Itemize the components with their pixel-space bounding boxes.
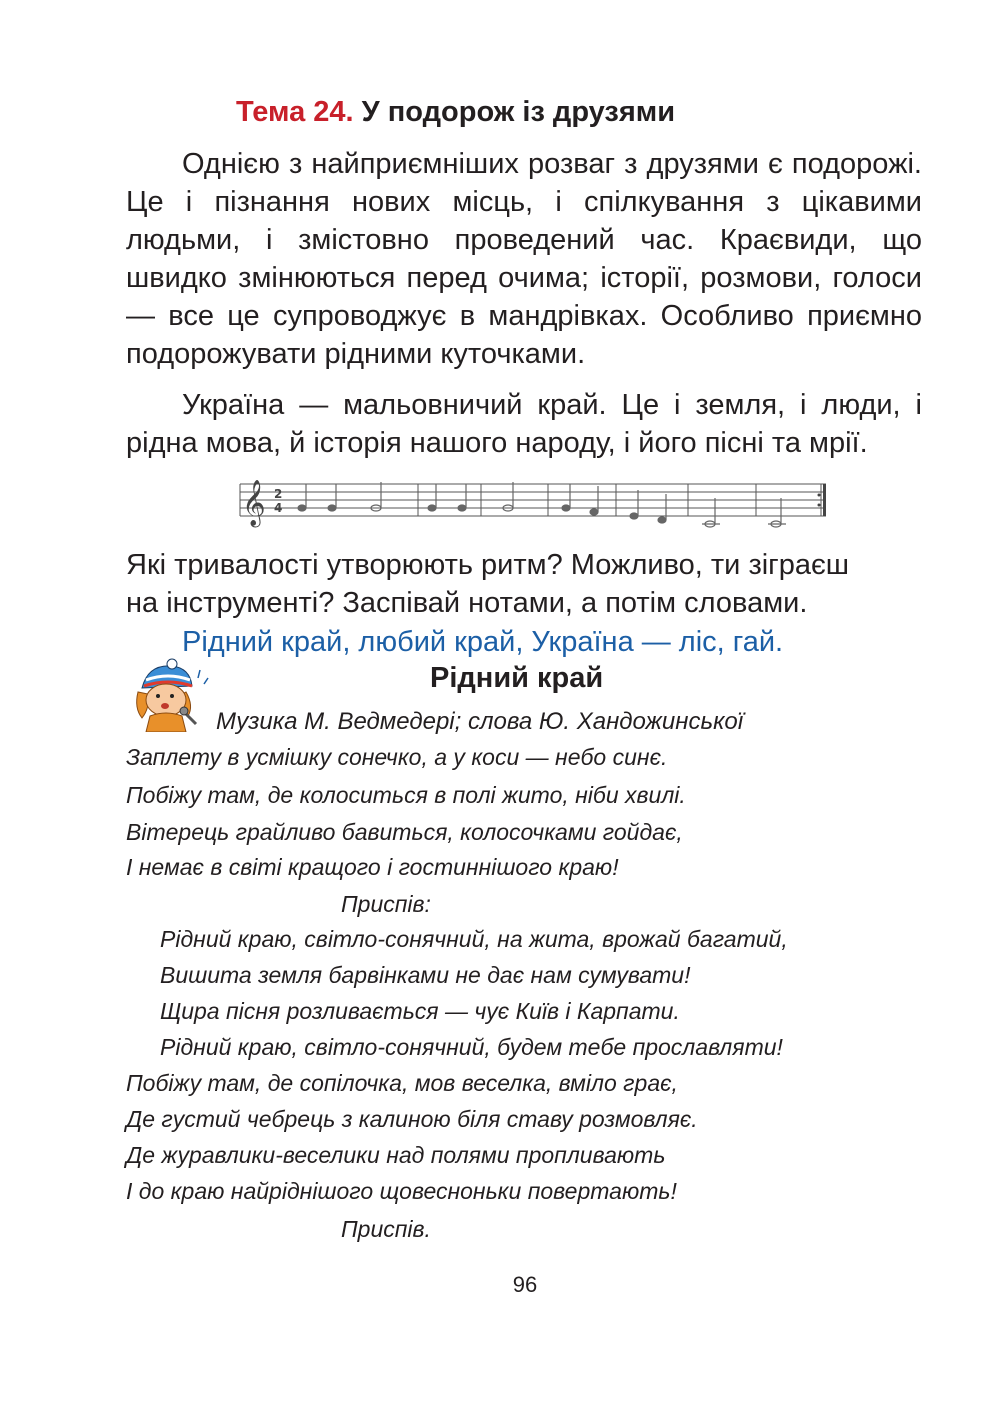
music-staff [236, 470, 832, 530]
ukraine-paragraph [126, 386, 922, 462]
verse1-line4: І немає в світі кращого і гостиннішого краю! [126, 854, 619, 880]
singing-child-icon [128, 658, 214, 732]
chorus-line2: Вишита земля барвінками не дає нам сумувати! [160, 962, 691, 988]
verse1-line2: Побіжу там, де колоситься в полі жито, ніби хвилі. [126, 782, 686, 808]
rhythm-question-line1: Які тривалості утворюють ритм? Можливо, ти зіграєш [126, 549, 850, 581]
chorus-line1: Рідний краю, світло-сонячний, на жита, врожай багатий, [160, 926, 788, 952]
svg-text:4: 4 [274, 501, 283, 515]
verse2-line1: Побіжу там, де сопілочка, мов веселка, вміло грає, [126, 1070, 678, 1096]
topic-number: Тема 24. [236, 96, 354, 128]
chorus-end-label: Приспів. [341, 1216, 431, 1242]
lyric-example: Рідний край, любий край, Україна — ліс, гай. [182, 626, 784, 658]
rhythm-question-line2: на інструменті? Заспівай нотами, а потім словами. [126, 587, 808, 619]
song-title: Рідний край [430, 662, 604, 694]
verse2-line2: Де густий чебрець з калиною біля ставу розмовляє. [126, 1106, 698, 1132]
verse2-line4: І до краю найріднішого щовесноньки повертають! [126, 1178, 677, 1204]
chorus-label: Приспів: [341, 891, 431, 917]
page-title [236, 96, 675, 129]
verse2-line3: Де журавлики-веселики над полями пропливають [126, 1142, 666, 1168]
intro-paragraph [126, 145, 922, 373]
page-number: 96 [512, 1272, 538, 1297]
ukraine-paragraph-text: Україна — мальовничий край. Це і земля, і люди, і рідна мова, й історія нашого народу, і його пісні та мрії. [126, 389, 922, 459]
topic-name: У подорож із друзями [361, 96, 676, 128]
verse1-line1: Заплету в усмішку сонечко, а у коси — небо синє. [126, 744, 668, 770]
song-credits: Музика М. Ведмедері; слова Ю. Хандожинської [216, 708, 744, 735]
chorus-line4: Рідний краю, світло-сонячний, будем тебе прославляти! [160, 1034, 783, 1060]
svg-text:2: 2 [274, 487, 283, 501]
intro-paragraph-text: Однією з найприємніших розваг з друзями є подорожі. Це і пізнання нових місць, і спілкування з цікавими людьми, і змістовно проведений час. Краєвиди, що швидко змінюються перед очима; історії, розмови, голоси — все це супроводжує в мандрівках. Особливо приємно подорожувати рідними куточками. [126, 148, 922, 370]
verse1-line3: Вітерець грайливо бавиться, колосочками гойдає, [126, 819, 683, 845]
svg-text:𝄞: 𝄞 [242, 480, 266, 526]
chorus-line3: Щира пісня розливається — чує Київ і Карпати. [160, 998, 680, 1024]
